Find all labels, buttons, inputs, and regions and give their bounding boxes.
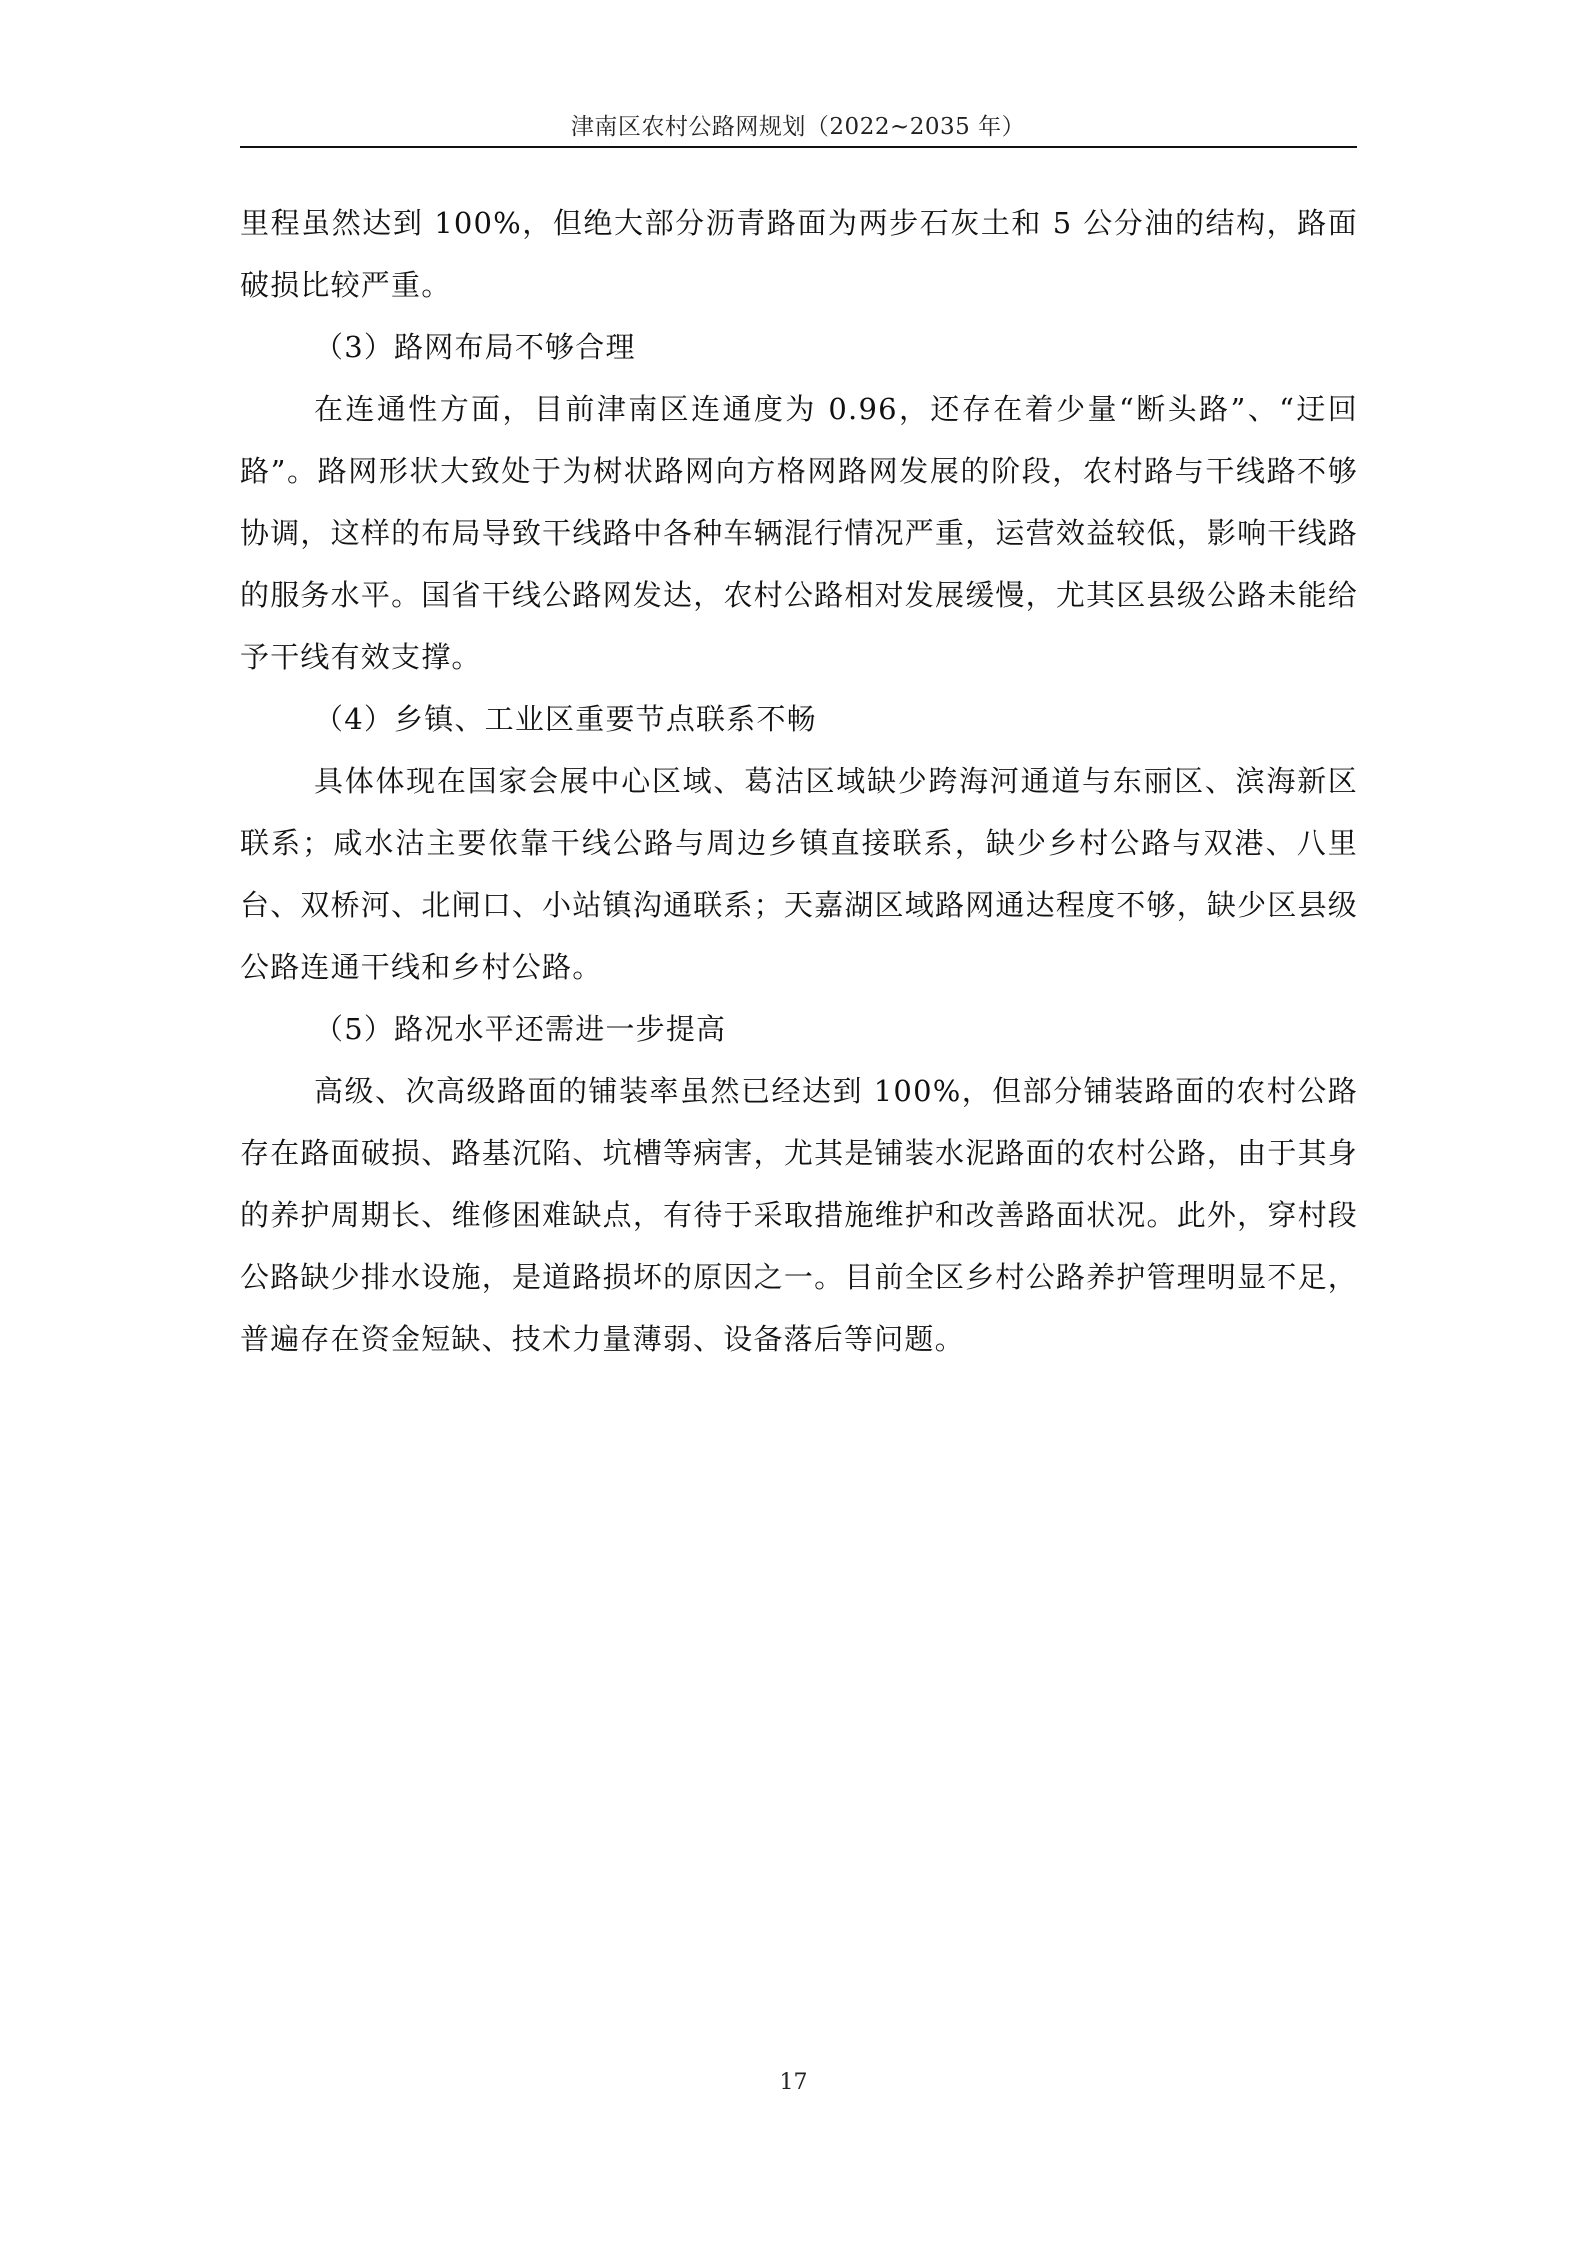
section-heading-4: （4）乡镇、工业区重要节点联系不畅 bbox=[314, 702, 817, 736]
page-number: 17 bbox=[779, 2070, 808, 2095]
paragraph-node-connections: 具体体现在国家会展中心区域、葛沽区域缺少跨海河通道与东丽区、滨海新区联系；咸水沽主要依靠干线公路与周边乡镇直接联系，缺少乡村公路与双港、八里台、双桥河、北闸口、小站镇沟通联系；天嘉湖区域路网通达程度不够，缺少区县级公路连通干线和乡村公路。 bbox=[240, 764, 1358, 984]
header-rule bbox=[240, 146, 1357, 148]
running-header-title: 津南区农村公路网规划（2022~2035 年） bbox=[570, 114, 1026, 140]
paragraph-road-condition: 高级、次高级路面的铺装率虽然已经达到 100%，但部分铺装路面的农村公路存在路面破损、路基沉陷、坑槽等病害，尤其是铺装水泥路面的农村公路，由于其身的养护周期长、维修困难缺点，有待于采取措施维护和改善路面状况。此外，穿村段公路缺少排水设施，是道路损坏的原因之一。目前全区乡村公路养护管理明显不足，普遍存在资金短缺、技术力量薄弱、设备落后等问题。 bbox=[240, 1074, 1358, 1356]
section-heading-3: （3）路网布局不够合理 bbox=[314, 330, 636, 364]
paragraph-network-layout: 在连通性方面，目前津南区连通度为 0.96，还存在着少量“断头路”、“迂回路”。路网形状大致处于为树状路网向方格网路网发展的阶段，农村路与干线路不够协调，这样的布局导致干线路中各种车辆混行情况严重，运营效益较低，影响干线路的服务水平。国省干线公路网发达，农村公路相对发展缓慢，尤其区县级公路未能给予干线有效支撑。 bbox=[240, 392, 1358, 674]
body-text bbox=[240, 192, 1358, 1370]
paragraph-continuation: 里程虽然达到 100%，但绝大部分沥青路面为两步石灰土和 5 公分油的结构，路面破损比较严重。 bbox=[240, 206, 1358, 302]
section-heading-5: （5）路况水平还需进一步提高 bbox=[314, 1012, 727, 1046]
